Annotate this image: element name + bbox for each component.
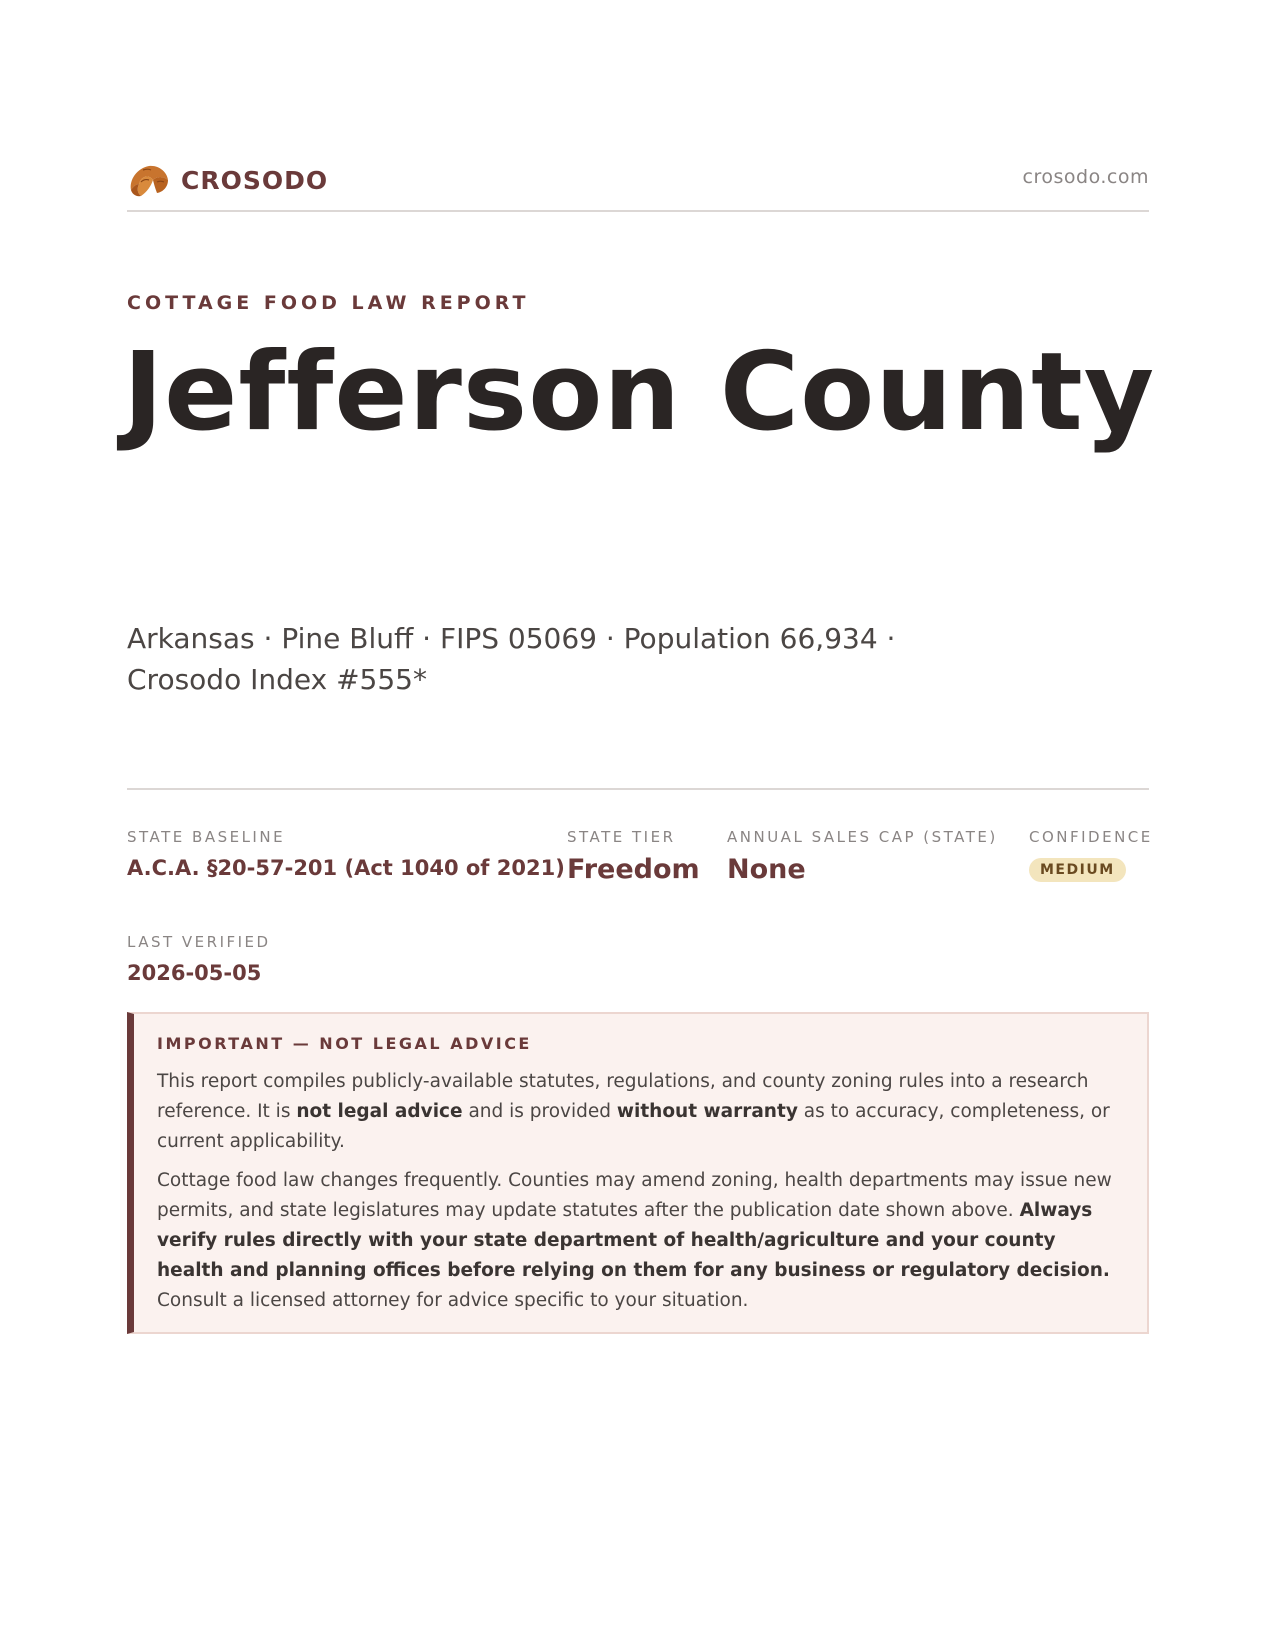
meta-value: A.C.A. §20-57-201 (Act 1040 of 2021) bbox=[127, 856, 565, 880]
meta-annual-sales-cap bbox=[727, 828, 998, 885]
page-title: Jefferson County bbox=[123, 330, 1156, 455]
croissant-icon bbox=[127, 160, 171, 200]
notice-text: Cottage food law changes frequently. Counties may amend zoning, health departments may issue new permits, and state legislatures may update statutes after the publication date shown above. bbox=[157, 1170, 1112, 1221]
notice-emphasis: without warranty bbox=[616, 1101, 798, 1122]
notice-text: and is provided bbox=[462, 1101, 617, 1122]
meta-label: LAST VERIFIED bbox=[127, 933, 271, 951]
notice-emphasis: Always verify rules directly with your state department of health/agriculture and your county health and planning offices before relying on them for any business or regulatory decision. bbox=[157, 1200, 1110, 1281]
meta-label: STATE BASELINE bbox=[127, 828, 286, 846]
section-divider bbox=[127, 788, 1149, 790]
notice-paragraph-2 bbox=[157, 1166, 1123, 1316]
meta-label: ANNUAL SALES CAP (STATE) bbox=[727, 828, 998, 846]
meta-state-baseline bbox=[127, 828, 565, 880]
notice-emphasis: not legal advice bbox=[296, 1101, 463, 1122]
brand-name: CROSODO bbox=[181, 165, 329, 195]
meta-confidence bbox=[1029, 828, 1153, 882]
notice-text: This report compiles publicly-available statutes, regulations, and county zoning rules into a research reference. It is bbox=[157, 1071, 1089, 1122]
meta-label: CONFIDENCE bbox=[1029, 828, 1153, 846]
notice-title: IMPORTANT — NOT LEGAL ADVICE bbox=[157, 1034, 532, 1053]
meta-last-verified bbox=[127, 933, 271, 985]
meta-value: None bbox=[727, 854, 806, 885]
meta-value: 2026-05-05 bbox=[127, 961, 262, 985]
brand[interactable] bbox=[127, 160, 328, 200]
notice-text: Consult a licensed attorney for advice specific to your situation. bbox=[157, 1290, 749, 1311]
notice-paragraph-1 bbox=[157, 1067, 1123, 1157]
meta-value: Freedom bbox=[567, 854, 700, 885]
meta-state-tier bbox=[567, 828, 700, 885]
report-page bbox=[123, 0, 1156, 1650]
notice-text: as to accuracy, completeness, or current applicability. bbox=[157, 1101, 1110, 1152]
meta-label: STATE TIER bbox=[567, 828, 676, 846]
legal-notice bbox=[127, 1012, 1149, 1334]
confidence-badge: MEDIUM bbox=[1029, 858, 1126, 882]
site-url-link[interactable]: crosodo.com bbox=[1022, 166, 1149, 188]
report-subtitle: Arkansas · Pine Bluff · FIPS 05069 · Population 66,934 · Crosodo Index #555* bbox=[127, 622, 896, 696]
report-eyebrow: COTTAGE FOOD LAW REPORT bbox=[127, 292, 530, 314]
page-header bbox=[127, 156, 1149, 212]
